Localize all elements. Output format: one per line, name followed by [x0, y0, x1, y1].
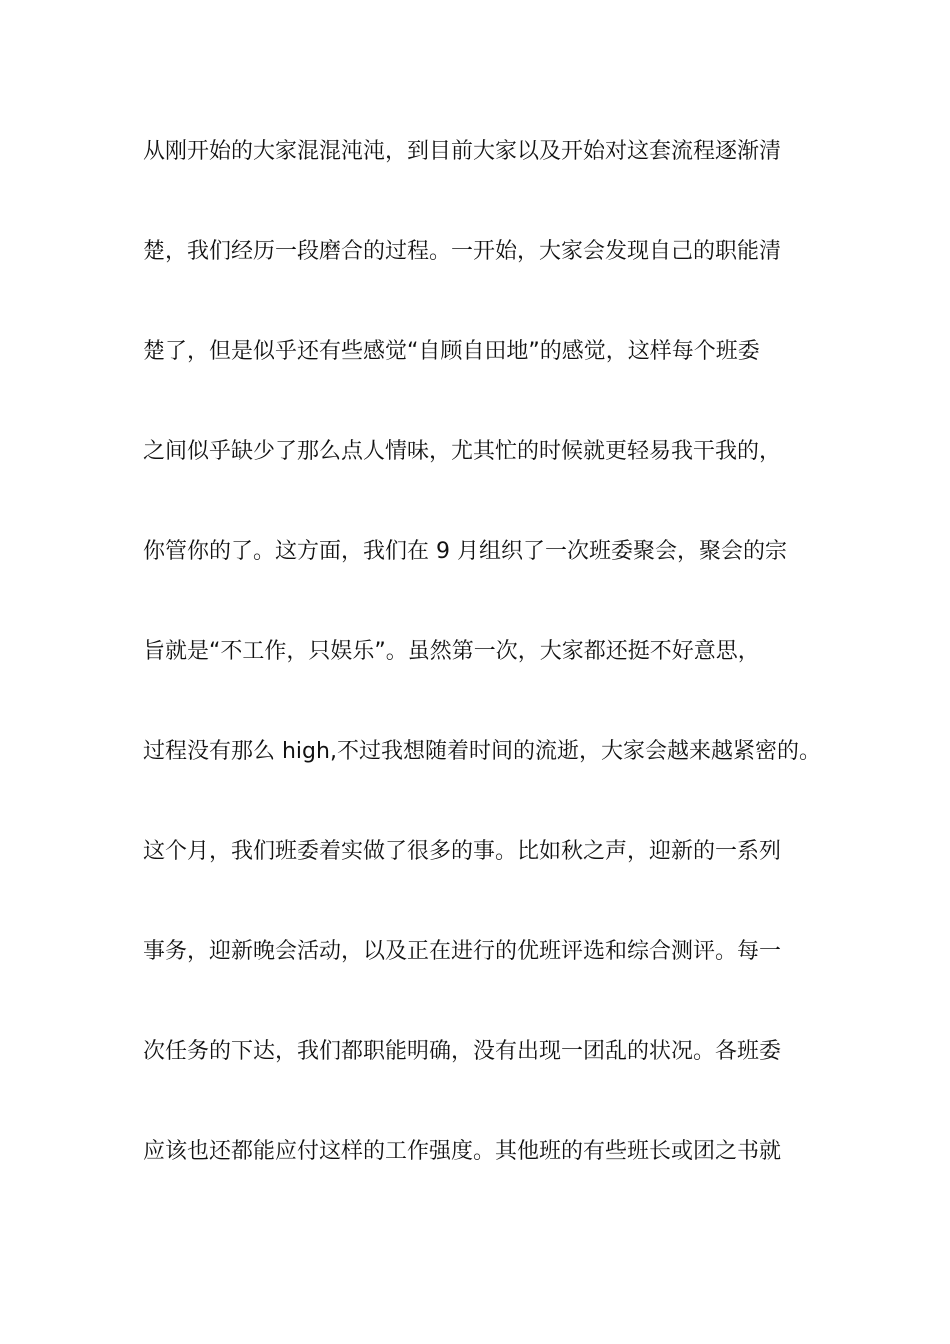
text-line-5: 你管你的了。这方面，我们在 9 月组织了一次班委聚会，聚会的宗	[143, 539, 787, 564]
text-line-2: 楚，我们经历一段磨合的过程。一开始，大家会发现自己的职能清	[143, 239, 782, 264]
text-line-8: 这个月，我们班委着实做了很多的事。比如秋之声，迎新的一系列	[143, 839, 782, 864]
text-line-6: 旨就是“不工作，只娱乐”。虽然第一次，大家都还挺不好意思，	[143, 639, 760, 664]
text-line-7: 过程没有那么 high,不过我想随着时间的流逝，大家会越来越紧密的。	[143, 739, 821, 764]
body-text	[143, 130, 823, 1230]
text-line-10: 次任务的下达，我们都职能明确，没有出现一团乱的状况。各班委	[143, 1039, 782, 1064]
text-line-1: 从刚开始的大家混混沌沌，到目前大家以及开始对这套流程逐渐清	[143, 139, 782, 164]
text-line-11: 应该也还都能应付这样的工作强度。其他班的有些班长或团之书就	[143, 1139, 782, 1164]
text-line-3: 楚了，但是似乎还有些感觉“自顾自田地”的感觉，这样每个班委	[143, 339, 760, 364]
text-line-4: 之间似乎缺少了那么点人情味，尤其忙的时候就更轻易我干我的，	[143, 439, 782, 464]
text-line-9: 事务，迎新晚会活动，以及正在进行的优班评选和综合测评。每一	[143, 939, 782, 964]
